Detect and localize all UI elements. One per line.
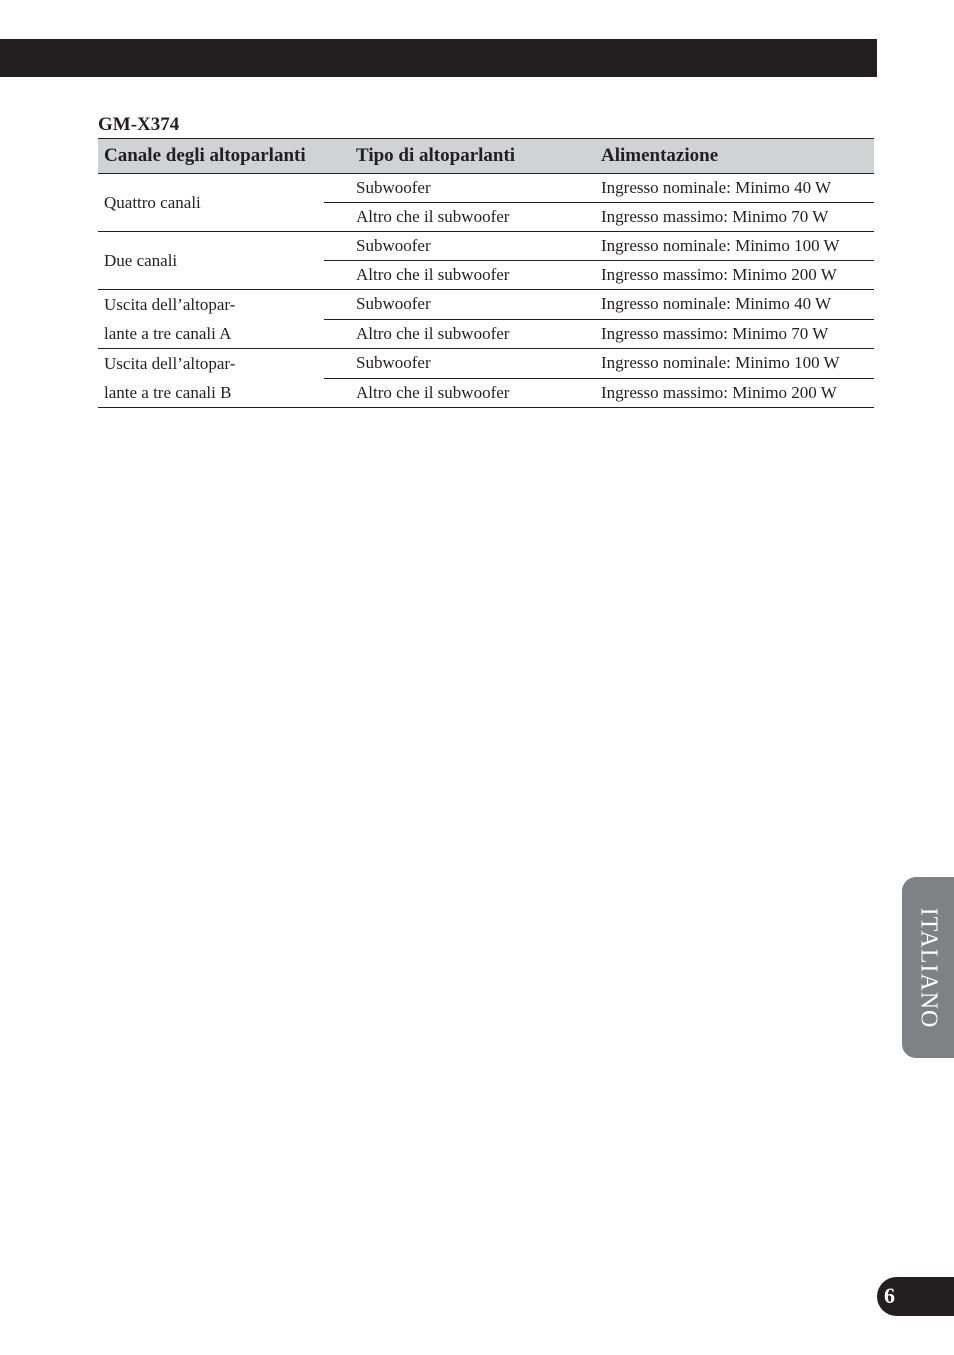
type-cell: Subwoofer [324, 349, 569, 379]
channel-cell [98, 290, 324, 349]
header-type: Tipo di altoparlanti [324, 139, 569, 174]
header-power: Alimentazione [569, 139, 874, 174]
type-cell: Altro che il subwoofer [324, 261, 569, 290]
power-cell: Ingresso nominale: Minimo 100 W [569, 349, 874, 379]
type-cell: Altro che il subwoofer [324, 319, 569, 349]
channel-label-line-1: Uscita dell’altopar- [104, 295, 236, 314]
channel-label: Due canali [104, 251, 178, 270]
header-channel: Canale degli altoparlanti [98, 139, 324, 174]
type-cell: Subwoofer [324, 232, 569, 261]
power-spec-table [98, 138, 874, 408]
type-cell: Altro che il subwoofer [324, 378, 569, 408]
table-row [98, 290, 874, 320]
language-tab-label: ITALIANO [915, 907, 942, 1028]
table-row [98, 232, 874, 261]
channel-cell [98, 174, 324, 232]
channel-cell [98, 349, 324, 408]
power-cell: Ingresso massimo: Minimo 70 W [569, 319, 874, 349]
power-cell: Ingresso nominale: Minimo 40 W [569, 174, 874, 203]
channel-label-line-1: Uscita dell’altopar- [104, 354, 236, 373]
language-tab [902, 877, 954, 1058]
page-number: 6 [884, 1283, 895, 1308]
power-cell: Ingresso massimo: Minimo 70 W [569, 203, 874, 232]
table-header-row [98, 139, 874, 174]
type-cell: Subwoofer [324, 174, 569, 203]
channel-label-line-2: lante a tre canali B [104, 383, 232, 402]
power-cell: Ingresso massimo: Minimo 200 W [569, 261, 874, 290]
header-bar [0, 39, 877, 77]
channel-label: Quattro canali [104, 193, 201, 212]
page-number-badge [877, 1277, 954, 1316]
power-cell: Ingresso nominale: Minimo 100 W [569, 232, 874, 261]
type-cell: Subwoofer [324, 290, 569, 320]
type-cell: Altro che il subwoofer [324, 203, 569, 232]
channel-label-line-2: lante a tre canali A [104, 324, 232, 343]
power-cell: Ingresso massimo: Minimo 200 W [569, 378, 874, 408]
table-row [98, 174, 874, 203]
channel-cell [98, 232, 324, 290]
model-title: GM-X374 [98, 114, 180, 135]
table-row [98, 349, 874, 379]
power-cell: Ingresso nominale: Minimo 40 W [569, 290, 874, 320]
